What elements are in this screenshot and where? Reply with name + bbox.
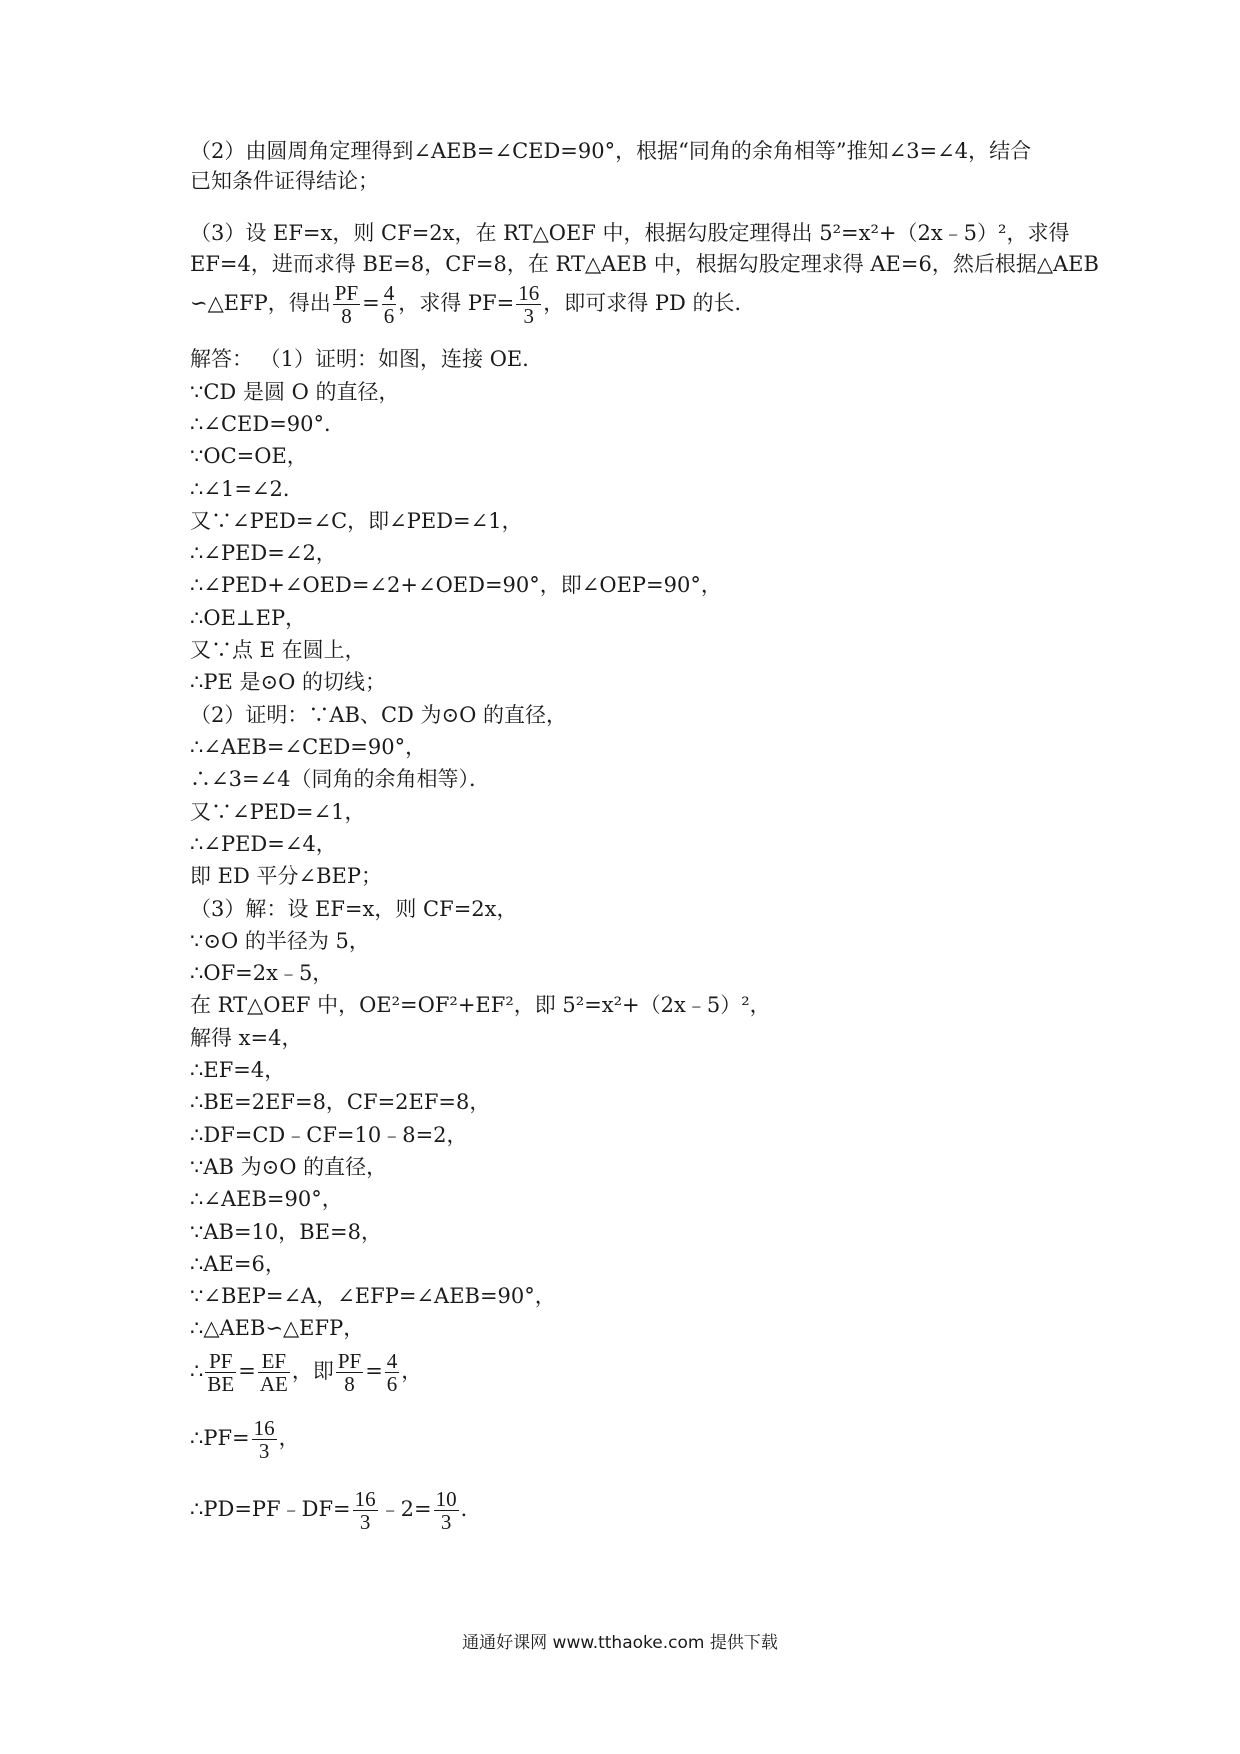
fraction-numerator: 16 (354, 1487, 376, 1511)
fraction-line-3 (190, 1484, 1070, 1534)
text-span: ∴PD=PF﹣DF= (190, 1497, 351, 1521)
text-span: ， (278, 1426, 300, 1450)
fraction-denominator: 8 (344, 1372, 355, 1396)
text-line: ∵AB 为⊙O 的直径， (190, 1155, 388, 1179)
fraction-numerator: 4 (383, 281, 395, 305)
fraction (333, 282, 360, 327)
text-line: ∴AE=6， (190, 1252, 286, 1276)
fraction-denominator: 8 (341, 304, 352, 328)
text-line: （3）设 EF=x，则 CF=2x，在 RT△OEF 中，根据勾股定理得出 5²=x²+（2x﹣5）²，求得 (190, 221, 1070, 245)
text-line: ∴DF=CD﹣CF=10﹣8=2， (190, 1123, 468, 1147)
text-line: ∵∠BEP=∠A，∠EFP=∠AEB=90°， (190, 1284, 556, 1308)
fraction-denominator: 6 (386, 1372, 398, 1396)
text-span: ∴PF= (190, 1426, 250, 1450)
text-line: ∴PE 是⊙O 的切线； (190, 670, 386, 694)
equals-sign: = (238, 1359, 256, 1383)
equals-sign: = (365, 1359, 383, 1383)
fraction-numerator: PF (205, 1350, 236, 1373)
text-line: EF=4，进而求得 BE=8，CF=8，在 RT△AEB 中，根据勾股定理求得 AE=6，然后根据△AEB (190, 252, 1099, 276)
text-line: （3）解：设 EF=x，则 CF=2x， (190, 897, 518, 921)
text-line: 即 ED 平分∠BEP； (190, 864, 383, 888)
fraction-numerator: 10 (435, 1487, 457, 1511)
fraction-line-1 (190, 1346, 1070, 1396)
text-line: ∴BE=2EF=8，CF=2EF=8， (190, 1090, 491, 1114)
text-line: ∵⊙O 的半径为 5， (190, 929, 370, 953)
text-line: 又∵点 E 在圆上， (190, 638, 366, 662)
fraction (252, 1417, 277, 1462)
page-footer: 通通好课网 www.tthaoke.com 提供下载 (462, 1633, 778, 1653)
text-span: ﹣2= (379, 1497, 432, 1521)
fraction-denominator: 6 (383, 304, 395, 328)
fraction (434, 1488, 459, 1533)
text-span: ，即可求得 PD 的长． (543, 291, 756, 315)
text-line: ∴∠PED=∠4， (190, 832, 337, 856)
text-line: ∴△AEB∽△EFP， (190, 1316, 365, 1340)
text-line: ∴OF=2x﹣5， (190, 961, 334, 985)
text-line: ∴EF=4， (190, 1058, 286, 1082)
fraction-numerator: 16 (253, 1416, 275, 1440)
fraction-numerator: PF (334, 281, 359, 305)
text-line: ∴∠3=∠4（同角的余角相等）． (190, 767, 491, 791)
fraction (205, 1350, 236, 1395)
text-span: ． (460, 1497, 482, 1521)
equals-sign: = (362, 291, 380, 315)
fraction-denominator: 3 (359, 1510, 371, 1534)
fraction-denominator: BE (207, 1372, 235, 1396)
fraction-denominator: 3 (258, 1439, 270, 1463)
text-line: （2）证明：∵AB、CD 为⊙O 的直径， (190, 703, 568, 727)
fraction (258, 1350, 290, 1395)
text-line: ∴∠CED=90°． (190, 412, 346, 436)
text-line: ∴∠PED=∠2， (190, 541, 337, 565)
text-line: 解答： （1）证明：如图，连接 OE． (190, 347, 544, 371)
text-line: ∵AB=10，BE=8， (190, 1220, 382, 1244)
text-line: 又∵∠PED=∠1， (190, 800, 366, 824)
text-span: ∽△EFP，得出 (190, 291, 331, 315)
text-line: 解得 x=4， (190, 1026, 303, 1050)
fraction-denominator: 3 (523, 304, 534, 328)
text-line: （2）由圆周角定理得到∠AEB=∠CED=90°，根据“同角的余角相等”推知∠3=∠4，结合 (190, 139, 1032, 163)
fraction (353, 1488, 378, 1533)
fraction-numerator: 16 (518, 281, 540, 305)
fraction (385, 1350, 400, 1395)
fraction-line-2 (190, 1413, 1070, 1463)
fraction-numerator: EF (258, 1350, 290, 1373)
text-line: ∴∠AEB=∠CED=90°， (190, 735, 427, 759)
text-line: ∴∠AEB=90°， (190, 1187, 343, 1211)
text-span: ，即 (291, 1359, 334, 1383)
text-span: ∴ (190, 1359, 204, 1383)
fraction (382, 282, 397, 327)
text-line: 又∵∠PED=∠C，即∠PED=∠1， (190, 509, 523, 533)
text-span: ，求得 PF= (398, 291, 515, 315)
fraction-denominator: AE (259, 1372, 288, 1396)
fraction (516, 282, 541, 327)
fraction-denominator: 3 (440, 1510, 452, 1534)
text-line: ∴∠PED+∠OED=∠2+∠OED=90°，即∠OEP=90°， (190, 573, 722, 597)
text-line: 在 RT△OEF 中，OE²=OF²+EF²，即 5²=x²+（2x﹣5）²， (190, 993, 771, 1017)
text-line: ∴∠1=∠2． (190, 477, 304, 501)
text-line-with-fractions (190, 281, 1070, 327)
text-line: ∴OE⊥EP， (190, 606, 307, 630)
fraction-numerator: PF (337, 1349, 362, 1373)
text-line: ∵OC=OE， (190, 444, 308, 468)
text-line: ∵CD 是圆 O 的直径， (190, 380, 400, 404)
text-span: ， (401, 1359, 423, 1383)
text-line: 已知条件证得结论； (190, 169, 379, 193)
fraction-numerator: 4 (386, 1349, 398, 1373)
fraction (336, 1350, 363, 1395)
